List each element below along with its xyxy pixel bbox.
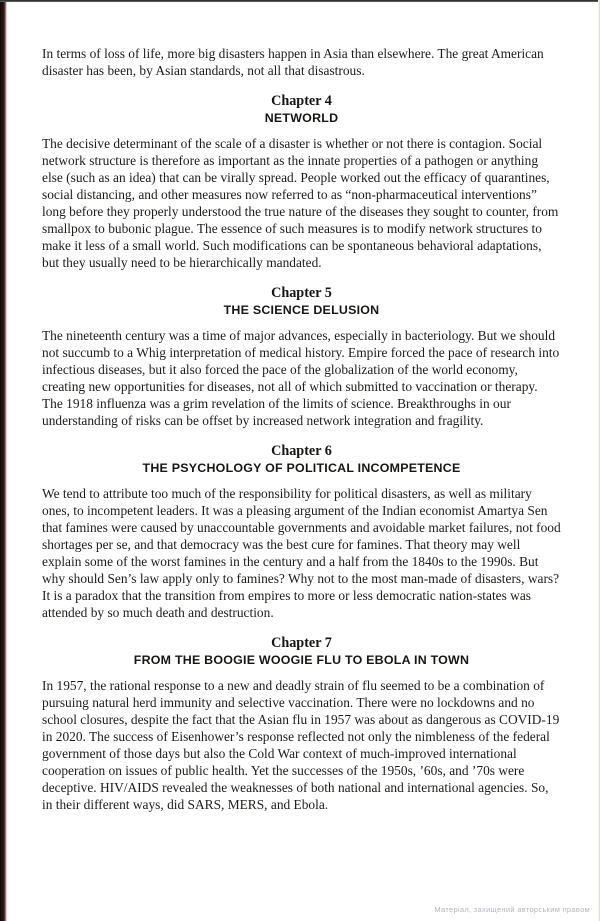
page-content bbox=[42, 45, 561, 813]
chapter-number: Chapter 5 bbox=[271, 285, 332, 301]
section-heading-chapter-6 bbox=[42, 442, 561, 476]
copyright-watermark: Матеріал, захищений авторським правом bbox=[434, 905, 590, 914]
chapter-title: THE SCIENCE DELUSION bbox=[223, 303, 380, 317]
chapter-title: THE PSYCHOLOGY OF POLITICAL INCOMPETENCE bbox=[142, 461, 461, 475]
intro-paragraph: In terms of loss of life, more big disasters happen in Asia than elsewhere. The great American disaster has been, by Asian standards, not all that disastrous. bbox=[42, 46, 544, 78]
chapter-5-summary: The nineteenth century was a time of major advances, especially in bacteriology. But we should not succumb to a Whig interpretation of medical history. Empire forced the pace of research into infectious diseases, but it also forced the pace of the globalization of the world economy, creating new opportunities for diseases, not all of which submitted to vaccination or therapy. The 1918 influenza was a grim revelation of the limits of science. Breakthroughs in our understanding of risks can be offset by increased network integration and fragility. bbox=[42, 328, 560, 428]
chapter-6-summary: We tend to attribute too much of the responsibility for political disasters, as well as military ones, to incompetent leaders. It was a pleasing argument of the Indian economist Amartya Sen that famines were caused by unaccountable governments and avoidable market failures, not food shortages per se, and that democracy was the best cure for famines. That theory may well explain some of the worst famines in the century and a half from the 1840s to the 1990s. But why should Sen’s law apply only to famines? Why not to the most man-made of disasters, wars? It is a paradox that the transition from empires to more or less democratic nation-states was attended by so much death and destruction. bbox=[42, 486, 561, 620]
section-heading-chapter-7 bbox=[42, 634, 561, 668]
section-heading-chapter-4 bbox=[42, 92, 561, 126]
section-heading-chapter-5 bbox=[42, 284, 561, 318]
chapter-number: Chapter 7 bbox=[271, 635, 332, 651]
chapter-4-summary: The decisive determinant of the scale of a disaster is whether or not there is contagion. Social network structure is therefore as important as the innate properties of a pathogen or anything else (such as an idea) that can be virally spread. People worked out the efficacy of quarantines, social distancing, and other measures now referred to as “non-pharmaceutical interventions” long before they properly understood the true nature of the diseases they sought to counter, from smallpox to bubonic plague. The essence of such measures is to modify network structures to make it less of a small world. Such modifications can be spontaneous behavioral adaptations, but they usually need to be hierarchically mandated. bbox=[42, 136, 559, 270]
page-edge-top bbox=[0, 0, 600, 2]
chapter-number: Chapter 6 bbox=[271, 443, 332, 459]
chapter-title: FROM THE BOOGIE WOOGIE FLU TO EBOLA IN TOWN bbox=[133, 653, 470, 667]
chapter-number: Chapter 4 bbox=[271, 93, 332, 109]
page-spine-edge-left bbox=[0, 0, 7, 921]
chapter-7-summary: In 1957, the rational response to a new and deadly strain of flu seemed to be a combination of pursuing natural herd immunity and selective vaccination. There were no lockdowns and no school closures, despite the fact that the Asian flu in 1957 was about as dangerous as COVID-19 in 2020. The success of Eisenhower’s response reflected not only the nimbleness of the federal government of those days but also the Cold War context of much-improved international cooperation on issues of public health. Yet the successes of the 1950s, ’60s, and ’70s were deceptive. HIV/AIDS revealed the weaknesses of both national and international agencies. So, in their different ways, did SARS, MERS, and Ebola. bbox=[42, 678, 560, 812]
chapter-title: NETWORLD bbox=[264, 111, 339, 125]
